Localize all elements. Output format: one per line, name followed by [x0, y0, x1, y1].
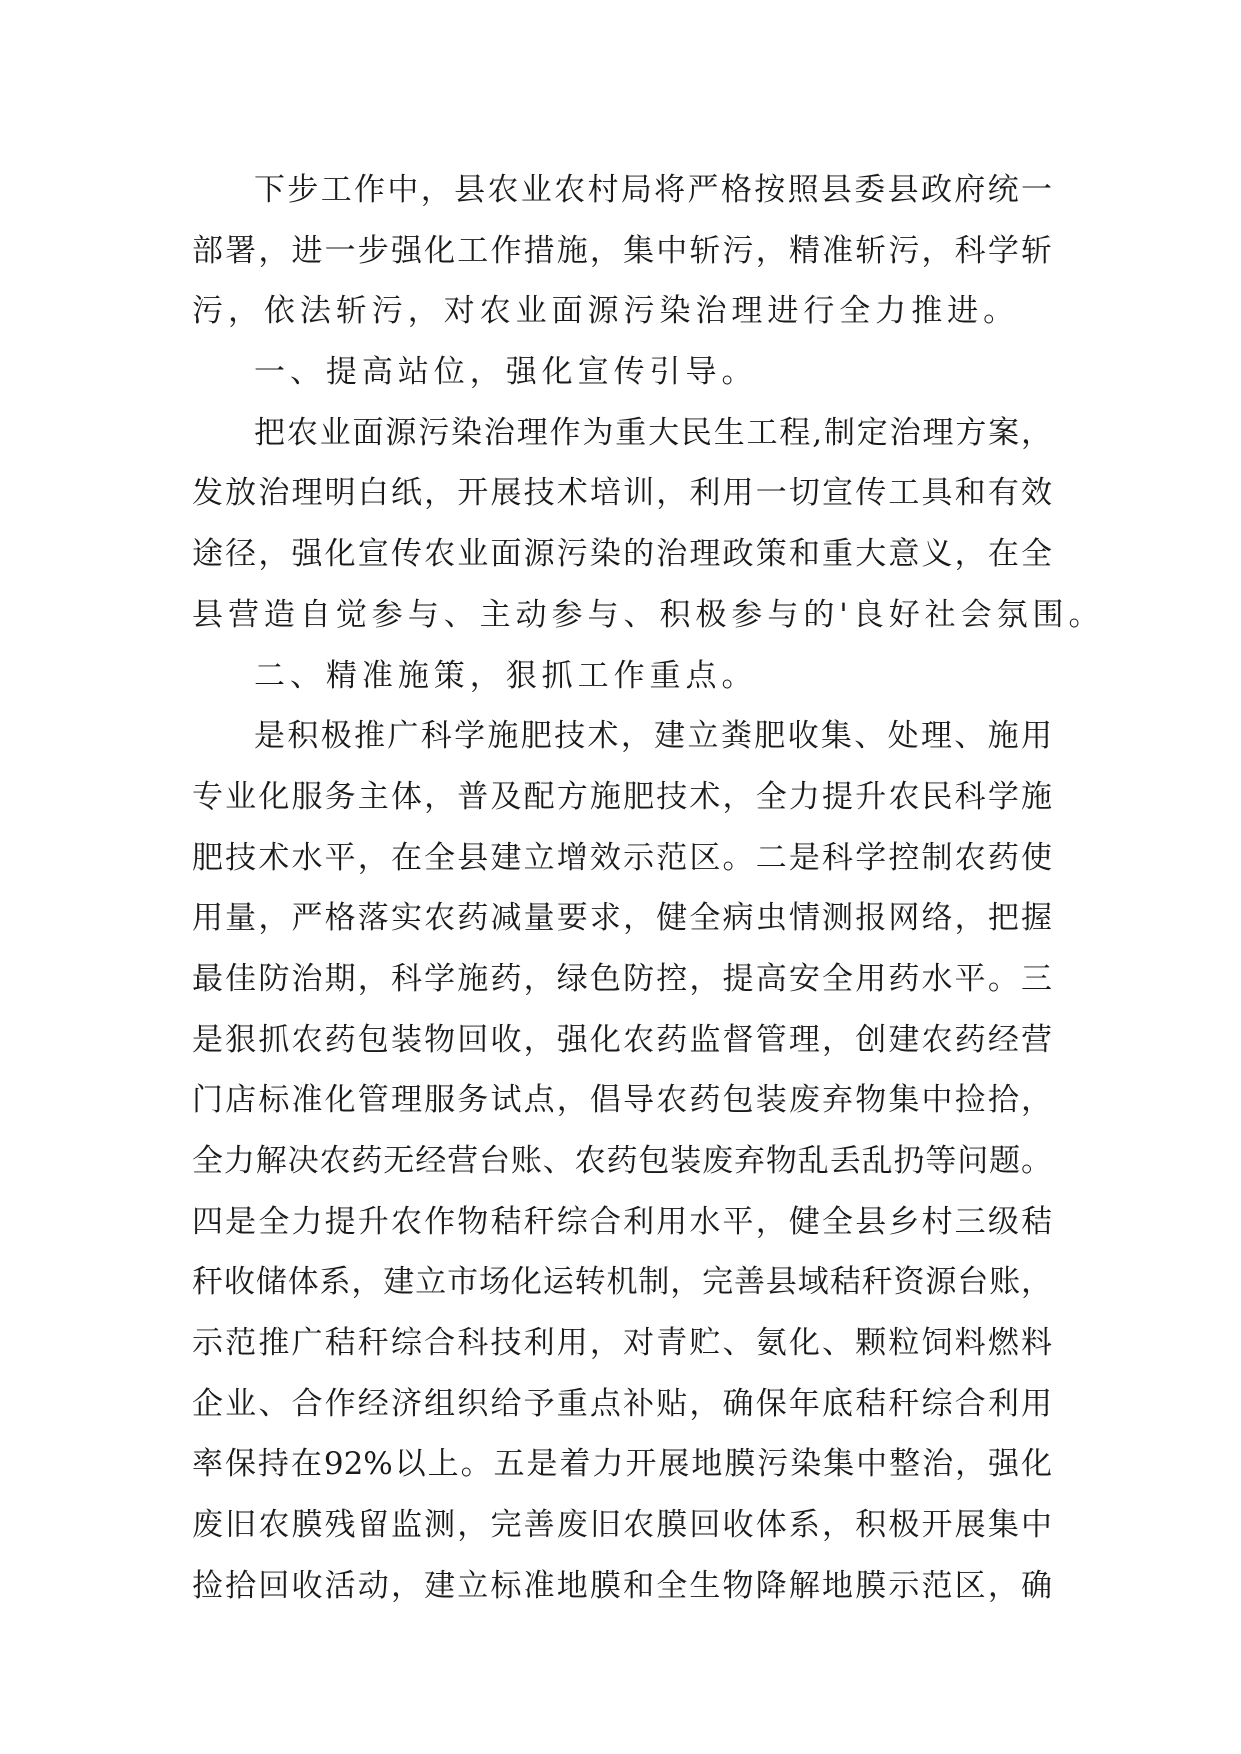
text-line: 肥技术水平，在全县建立增效示范区。二是科学控制农药使 — [192, 839, 1052, 876]
text-line: 废旧农膜残留监测，完善废旧农膜回收体系，积极开展集中 — [192, 1507, 1052, 1544]
text-line: 一、提高站位，强化宣传引导。 — [254, 354, 758, 391]
text-line: 示范推广秸秆综合科技利用，对青贮、氨化、颗粒饲料燃料 — [192, 1325, 1052, 1362]
text-line: 全力解决农药无经营台账、农药包装废弃物乱丢乱扔等问题。 — [192, 1143, 1052, 1179]
text-line: 四是全力提升农作物秸秆综合利用水平，健全县乡村三级秸 — [192, 1203, 1052, 1240]
text-line: 二、精准施策，狠抓工作重点。 — [254, 657, 758, 694]
text-line: 部署，进一步强化工作措施，集中斩污，精准斩污，科学斩 — [192, 232, 1052, 269]
text-line: 发放治理明白纸，开展技术培训，利用一切宣传工具和有效 — [192, 475, 1052, 512]
text-line: 下步工作中，县农业农村局将严格按照县委县政府统一 — [254, 172, 1052, 208]
text-line: 秆收储体系，建立市场化运转机制，完善县域秸秆资源台账， — [192, 1264, 1052, 1301]
text-line: 捡拾回收活动，建立标准地膜和全生物降解地膜示范区，确 — [192, 1567, 1052, 1604]
text-line: 县营造自觉参与、主动参与、积极参与的'良好社会氛围。 — [192, 596, 1105, 633]
text-line: 门店标准化管理服务试点，倡导农药包装废弃物集中捡拾， — [192, 1082, 1052, 1119]
text-line: 是狠抓农药包装物回收，强化农药监督管理，创建农药经营 — [192, 1021, 1052, 1058]
text-line: 是积极推广科学施肥技术，建立粪肥收集、处理、施用 — [254, 718, 1052, 755]
text-line: 企业、合作经济组织给予重点补贴，确保年底秸秆综合利用 — [192, 1385, 1052, 1422]
document-body — [192, 160, 1105, 1617]
text-line: 率保持在92%以上。五是着力开展地膜污染集中整治，强化 — [192, 1446, 1052, 1483]
text-line: 途径，强化宣传农业面源污染的治理政策和重大意义，在全 — [192, 536, 1052, 573]
text-line: 把农业面源污染治理作为重大民生工程,制定治理方案， — [254, 414, 1052, 451]
text-line: 最佳防治期，科学施药，绿色防控，提高安全用药水平。三 — [192, 960, 1052, 997]
text-line: 用量，严格落实农药减量要求，健全病虫情测报网络，把握 — [192, 900, 1052, 937]
text-line: 污，依法斩污，对农业面源污染治理进行全力推进。 — [192, 293, 1020, 330]
text-line: 专业化服务主体，普及配方施肥技术，全力提升农民科学施 — [192, 778, 1052, 815]
